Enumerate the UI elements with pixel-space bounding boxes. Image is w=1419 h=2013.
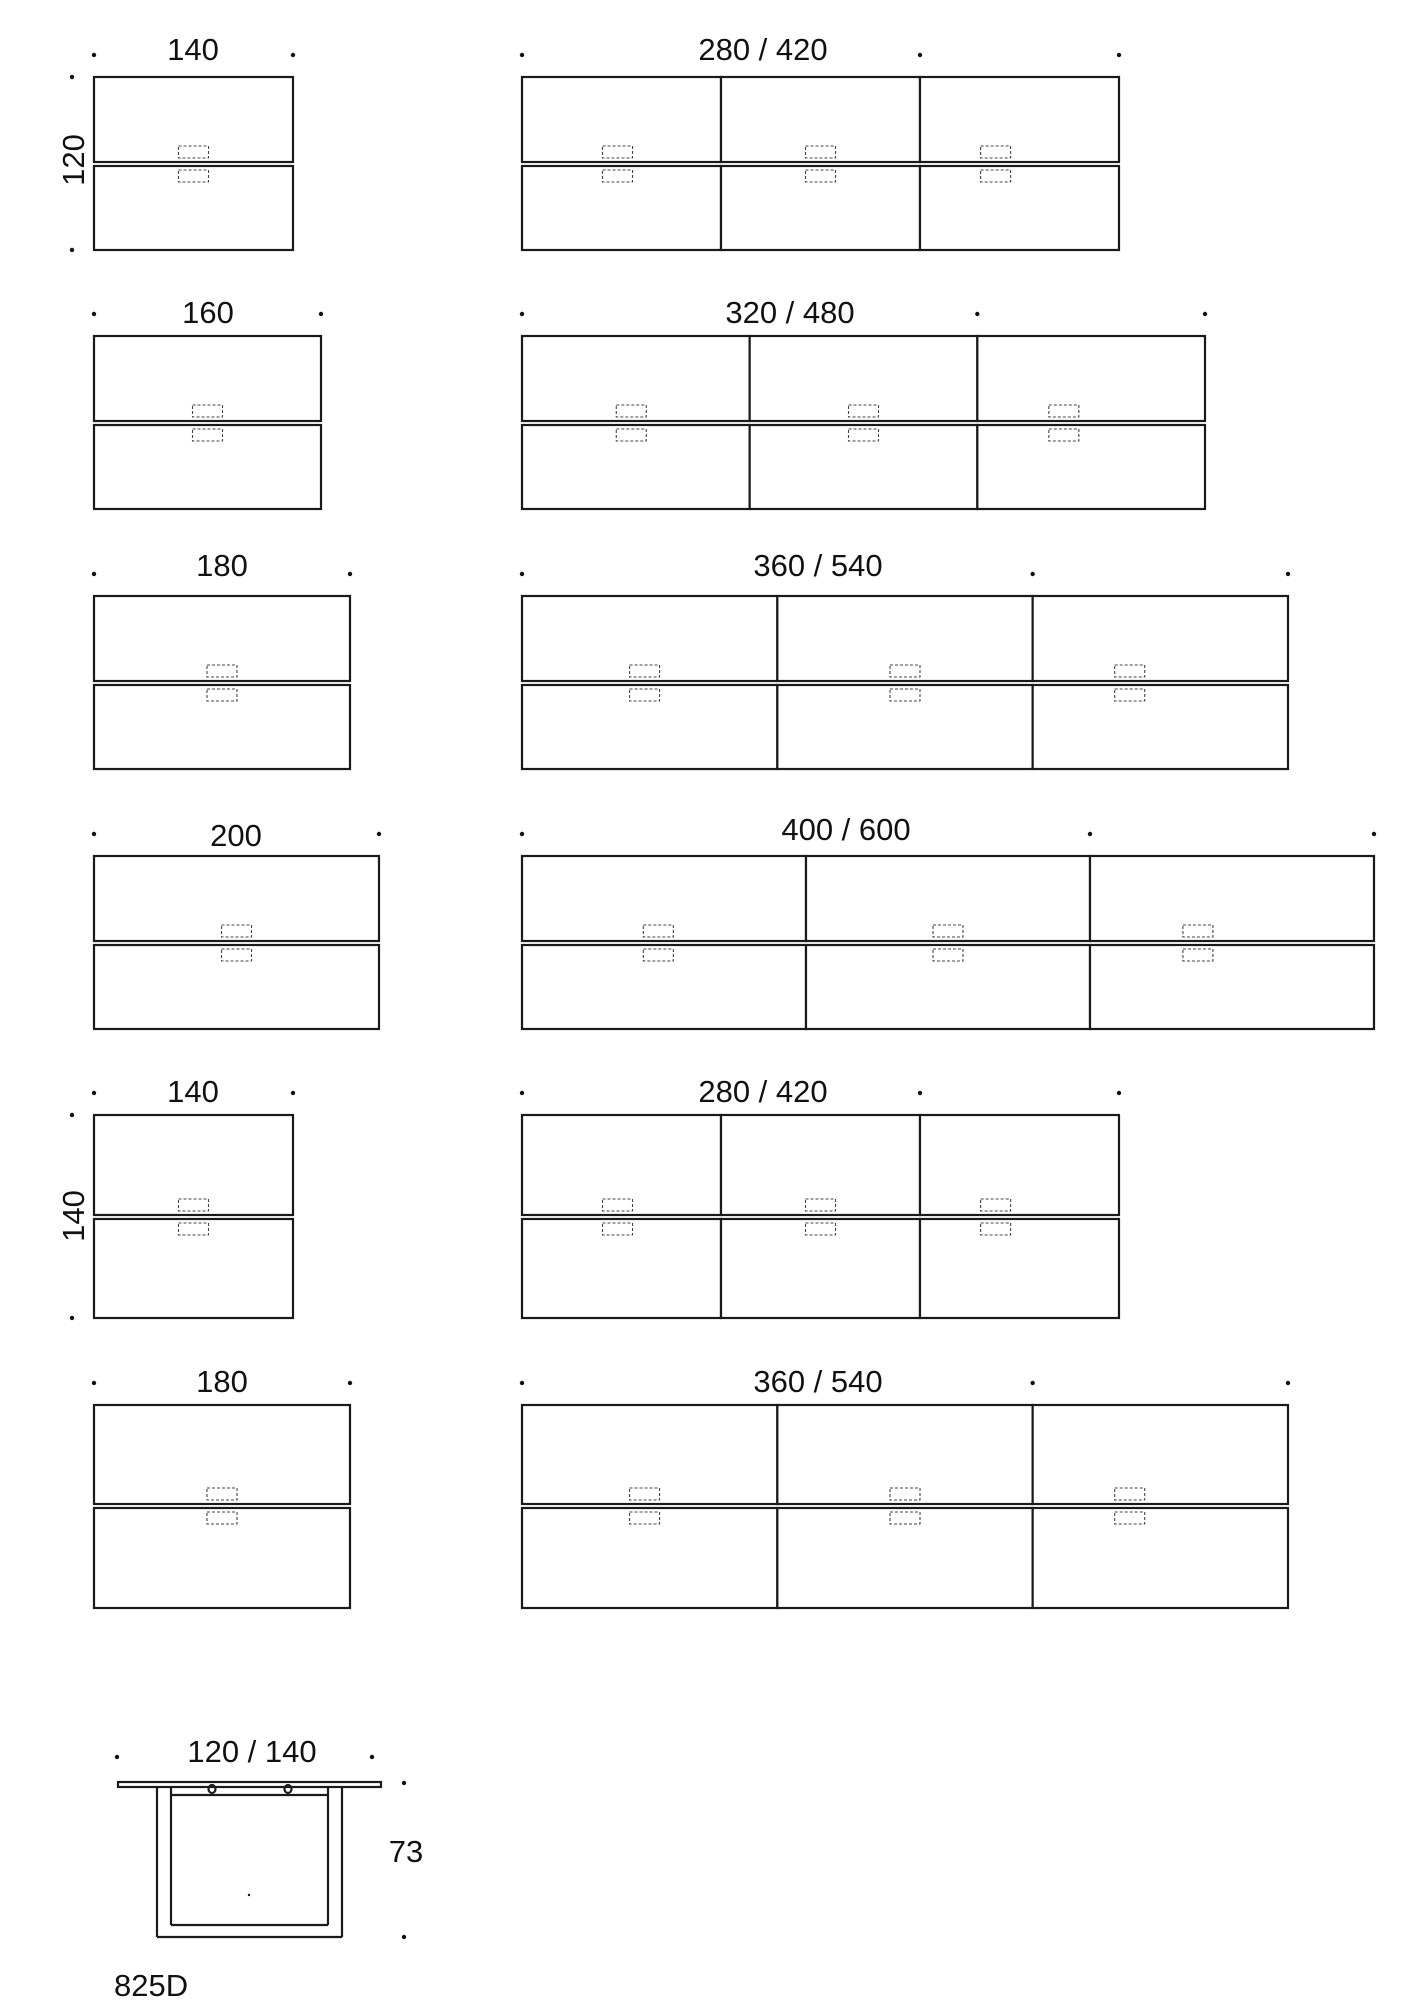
desk-bottom-module bbox=[522, 1219, 721, 1318]
desk-top-module bbox=[920, 77, 1119, 162]
desk-bottom-module bbox=[522, 945, 806, 1029]
dim-dot bbox=[918, 53, 922, 57]
desk-bottom-module bbox=[522, 425, 750, 509]
side-elevation bbox=[115, 1755, 406, 1939]
desk-top-module bbox=[1033, 596, 1288, 681]
desk-bottom-module bbox=[777, 1508, 1032, 1608]
desk-top-module bbox=[522, 77, 721, 162]
desk-top-module bbox=[1033, 1405, 1288, 1504]
dim-dot bbox=[70, 1316, 74, 1320]
dim-dot bbox=[520, 832, 524, 836]
dim-dot bbox=[92, 1091, 96, 1095]
desk-bottom-module bbox=[1090, 945, 1374, 1029]
dim-dot bbox=[520, 312, 524, 316]
row1-single-width: 140 bbox=[167, 32, 219, 67]
dim-dot bbox=[1117, 1091, 1121, 1095]
dim-dot bbox=[348, 1381, 352, 1385]
dim-dot bbox=[1372, 832, 1376, 836]
dim-dot bbox=[918, 1091, 922, 1095]
desk-bottom-module bbox=[920, 166, 1119, 250]
dim-dot bbox=[92, 53, 96, 57]
dim-dot bbox=[348, 572, 352, 576]
dim-dot bbox=[1286, 1381, 1290, 1385]
row1-multi-width: 280 / 420 bbox=[698, 32, 828, 67]
model-code: 825D bbox=[114, 1968, 189, 2003]
desk-top-module bbox=[750, 336, 978, 421]
dim-dot bbox=[402, 1781, 406, 1785]
desk-bottom-single bbox=[94, 1219, 293, 1318]
desk-bottom-module bbox=[920, 1219, 1119, 1318]
dim-dot bbox=[1030, 1381, 1034, 1385]
desk-bottom-module bbox=[977, 425, 1205, 509]
desk-bottom-module bbox=[522, 1508, 777, 1608]
dim-dot bbox=[377, 832, 381, 836]
dim-dot bbox=[70, 248, 74, 252]
dim-dot bbox=[975, 312, 979, 316]
dim-dot bbox=[1117, 53, 1121, 57]
dim-dot bbox=[520, 53, 524, 57]
dim-dot bbox=[319, 312, 323, 316]
desk-top-module bbox=[977, 336, 1205, 421]
desk-bottom-single bbox=[94, 945, 379, 1029]
row6-multi-width: 360 / 540 bbox=[753, 1364, 883, 1399]
row6-single-width: 180 bbox=[196, 1364, 248, 1399]
center-mark bbox=[248, 1894, 250, 1896]
dim-dot bbox=[1203, 312, 1207, 316]
desk-top-single bbox=[94, 856, 379, 941]
elevation-width-label: 120 / 140 bbox=[187, 1734, 317, 1769]
dim-dot bbox=[291, 53, 295, 57]
desk-top-module bbox=[806, 856, 1090, 941]
dim-dot bbox=[520, 1381, 524, 1385]
elevation-height-label: 73 bbox=[388, 1834, 424, 1869]
row2-multi-width: 320 / 480 bbox=[725, 295, 855, 330]
dim-dot bbox=[520, 1091, 524, 1095]
dim-dot bbox=[92, 572, 96, 576]
row5-single-width: 140 bbox=[167, 1074, 219, 1109]
dim-dot bbox=[92, 312, 96, 316]
desk-bottom-module bbox=[777, 685, 1032, 769]
desk-top-module bbox=[522, 1115, 721, 1215]
row3-multi-width: 360 / 540 bbox=[753, 548, 883, 583]
desk-top-module bbox=[920, 1115, 1119, 1215]
desk-top-module bbox=[1090, 856, 1374, 941]
depth-label-140: 140 bbox=[56, 1190, 91, 1242]
desk-bottom-module bbox=[1033, 1508, 1288, 1608]
dim-dot bbox=[291, 1091, 295, 1095]
desk-top-single bbox=[94, 336, 321, 421]
dim-dot bbox=[70, 1113, 74, 1117]
dim-dot bbox=[370, 1755, 374, 1759]
row4-single-width: 200 bbox=[210, 818, 262, 853]
desk-top-module bbox=[777, 596, 1032, 681]
dim-dot bbox=[1030, 572, 1034, 576]
desk-top-module bbox=[721, 77, 920, 162]
desk-bottom-single bbox=[94, 1508, 350, 1608]
row4-multi-width: 400 / 600 bbox=[781, 812, 911, 847]
desk-bottom-single bbox=[94, 166, 293, 250]
desk-bottom-module bbox=[1033, 685, 1288, 769]
desk-bottom-module bbox=[721, 166, 920, 250]
dim-dot bbox=[92, 832, 96, 836]
dim-dot bbox=[92, 1381, 96, 1385]
desk-top-module bbox=[522, 856, 806, 941]
desk-bottom-single bbox=[94, 685, 350, 769]
dim-dot bbox=[402, 1935, 406, 1939]
dim-dot bbox=[70, 75, 74, 79]
dim-dot bbox=[1286, 572, 1290, 576]
tabletop-edge bbox=[118, 1782, 381, 1787]
row5-multi-width: 280 / 420 bbox=[698, 1074, 828, 1109]
desk-bottom-module bbox=[522, 685, 777, 769]
desk-top-module bbox=[522, 596, 777, 681]
desk-top-module bbox=[522, 1405, 777, 1504]
dim-dot bbox=[115, 1755, 119, 1759]
desk-bottom-module bbox=[721, 1219, 920, 1318]
desk-bottom-module bbox=[522, 166, 721, 250]
desk-top-module bbox=[522, 336, 750, 421]
desk-bottom-module bbox=[806, 945, 1090, 1029]
desk-bottom-single bbox=[94, 425, 321, 509]
desk-top-single bbox=[94, 596, 350, 681]
row2-single-width: 160 bbox=[182, 295, 234, 330]
dim-dot bbox=[1088, 832, 1092, 836]
desk-top-single bbox=[94, 1405, 350, 1504]
desk-top-module bbox=[721, 1115, 920, 1215]
depth-label-120: 120 bbox=[56, 134, 91, 186]
desk-top-module bbox=[777, 1405, 1032, 1504]
desk-top-single bbox=[94, 1115, 293, 1215]
dim-dot bbox=[520, 572, 524, 576]
row3-single-width: 180 bbox=[196, 548, 248, 583]
desk-top-single bbox=[94, 77, 293, 162]
desk-bottom-module bbox=[750, 425, 978, 509]
